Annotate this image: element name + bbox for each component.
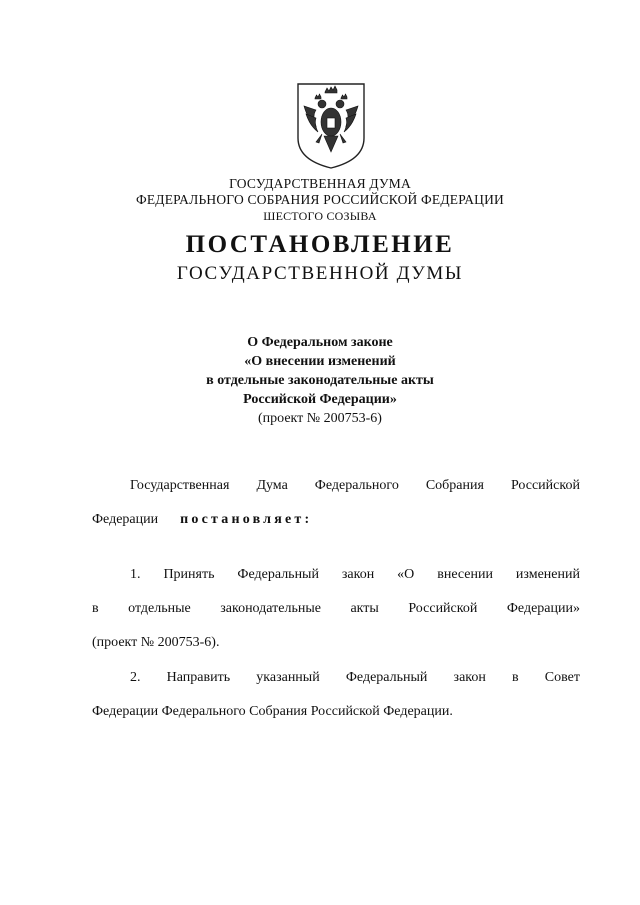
subject-line: О Федеральном законе [247, 335, 393, 350]
subject-line: Российской Федерации» [243, 392, 397, 407]
org-line-duma: ГОСУДАРСТВЕННАЯ ДУМА [229, 176, 411, 191]
preamble-word: Собрания [425, 478, 484, 493]
item-1-line: (проект № 200753-6). [92, 635, 220, 650]
subject-line: в отдельные законодательные акты [206, 373, 434, 388]
preamble-word: Российской [510, 478, 580, 493]
decrees-word: постановляет: [180, 512, 313, 527]
preamble-word: Федерального [314, 478, 399, 493]
subject-line: «О внесении изменений [244, 354, 396, 369]
preamble-line [92, 510, 580, 530]
document-type: ПОСТАНОВЛЕНИЕ [185, 231, 455, 258]
preamble-word: Дума [256, 478, 288, 493]
item-2-line: 2. Направить указанный Федеральный закон в Совет [130, 670, 580, 685]
russian-coat-of-arms-icon [294, 80, 368, 170]
item-1-line: в отдельные законодательные акты Российской Федерации» [92, 601, 580, 616]
item-1-line: 1. Принять Федеральный закон «О внесении изменений [130, 567, 580, 582]
item-2-line: Федерации Федерального Собрания Российской Федерации. [92, 704, 453, 719]
org-line-convocation: ШЕСТОГО СОЗЫВА [263, 209, 377, 223]
preamble-text: Федерации [92, 512, 159, 527]
document-issuer: ГОСУДАРСТВЕННОЙ ДУМЫ [176, 263, 464, 284]
project-number: (проект № 200753-6) [258, 411, 382, 426]
preamble-line [130, 476, 580, 496]
preamble-word: Государственная [130, 478, 230, 493]
org-line-federal-assembly: ФЕДЕРАЛЬНОГО СОБРАНИЯ РОССИЙСКОЙ ФЕДЕРАЦИИ [136, 192, 504, 207]
